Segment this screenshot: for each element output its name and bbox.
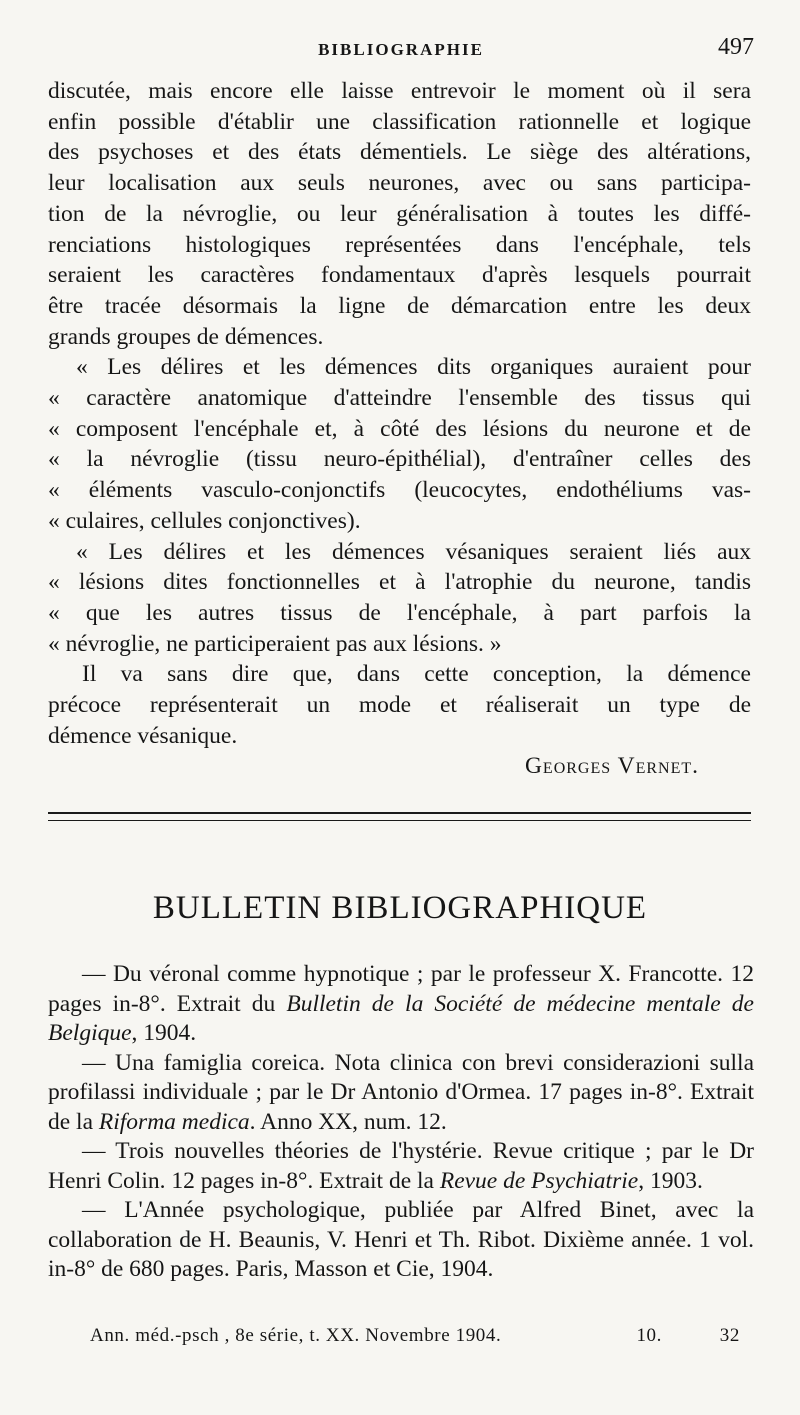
entry-text-end: . Anno XX, num. 12. — [249, 1108, 447, 1135]
text-line: tion de la névroglie, ou leur généralisation à toutes les diffé- — [48, 200, 751, 227]
entry-text: — Du véronal comme hypnotique ; par le professeur X. Francotte. 12 pages in-8°. Extrait du — [48, 961, 754, 1017]
bibliography-entry — [48, 1196, 754, 1285]
quote-line: « éléments vasculo-conjonctifs (leucocytes, endothéliums vas- — [48, 477, 751, 504]
text-line: seraient les caractères fondamentaux d'après lesquels pourrait — [48, 262, 751, 289]
text-line: précoce représenterait un mode et réaliserait un type de — [48, 692, 751, 719]
text-line: Il va sans dire que, dans cette conception, la démence — [82, 661, 751, 688]
entry-text: — Trois nouvelles théories de l'hystérie. Revue critique ; par le Dr Henri Colin. 12 pages in-8°. Extrait de la — [48, 1138, 754, 1194]
quote-line: « Les délires et les démences dits organiques auraient pour — [76, 354, 751, 381]
quote-line: « culaires, cellules conjonctives). — [48, 507, 361, 534]
entry-text: — Una famiglia coreica. Nota clinica con brevi considerazioni sulla profilassi individuale ; par le Dr Antonio d'Ormea. 17 pages in-8°. Extrait de la — [48, 1049, 754, 1135]
footer-number: 32 — [719, 1325, 740, 1346]
text-line: discutée, mais encore elle laisse entrevoir le moment où il sera — [48, 78, 751, 104]
entry-journal: Riforma medica — [98, 1108, 250, 1135]
text-line: démence vésanique. — [48, 722, 238, 749]
running-title: BIBLIOGRAPHIE — [318, 40, 484, 59]
text-line: renciations histologiques représentées dans l'encéphale, tels — [48, 231, 751, 258]
bulletin-list — [48, 960, 754, 1285]
author-signature: Georges Vernet. — [524, 753, 699, 780]
text-line: grands groupes de démences. — [48, 323, 324, 350]
divider-rule — [48, 820, 751, 821]
quote-line: « névroglie, ne participeraient pas aux lésions. » — [48, 630, 502, 657]
divider-rule — [48, 812, 751, 814]
bulletin-heading: BULLETIN BIBLIOGRAPHIQUE — [152, 890, 648, 926]
footer-journal: Ann. méd.-psch , 8e série, t. XX. Novembre 1904. — [90, 1325, 502, 1346]
text-line: des psychoses et des états démentiels. Le siège des altérations, — [48, 139, 751, 166]
bibliography-entry — [48, 1137, 754, 1196]
entry-text: — L'Année psychologique, publiée par Alfred Binet, avec la collaboration de H. Beaunis, V. Henri et Th. Ribot. Dixième année. 1 vol. in-8° de 680 pages. Paris, Masson et Cie, 1904. — [48, 1197, 754, 1282]
entry-text-end: , 1904. — [131, 1020, 197, 1046]
entry-text-end: , 1903. — [638, 1167, 703, 1194]
page-footer — [90, 1325, 740, 1347]
quote-line: « lésions dites fonctionnelles et à l'atrophie du neurone, tandis — [48, 569, 751, 596]
quote-line: « la névroglie (tissu neuro-épithélial), d'entraîner celles des — [48, 446, 751, 473]
running-head — [48, 34, 754, 64]
bibliography-entry — [48, 960, 754, 1049]
text-line: être tracée désormais la ligne de démarcation entre les deux — [48, 292, 751, 319]
review-article — [48, 76, 751, 782]
quote-line: « Les délires et les démences vésaniques seraient liés aux — [76, 538, 751, 565]
entry-journal: Bulletin de la Société de médecine mentale de Belgique — [48, 990, 754, 1046]
quote-line: « caractère anatomique d'atteindre l'ensemble des tissus qui — [48, 385, 751, 412]
quote-line: « composent l'encéphale et, à côté des lésions du neurone et de — [48, 415, 751, 442]
page-number: 497 — [718, 34, 754, 60]
text-line: enfin possible d'établir une classification rationnelle et logique — [48, 108, 751, 135]
section-divider — [48, 812, 751, 828]
footer-sheet: 10. — [636, 1325, 662, 1346]
text-line: leur localisation aux seuls neurones, avec ou sans participa- — [48, 170, 751, 197]
quote-line: « que les autres tissus de l'encéphale, à part parfois la — [48, 599, 751, 626]
entry-journal: Revue de Psychiatrie — [439, 1167, 639, 1194]
bibliography-entry — [48, 1049, 754, 1138]
